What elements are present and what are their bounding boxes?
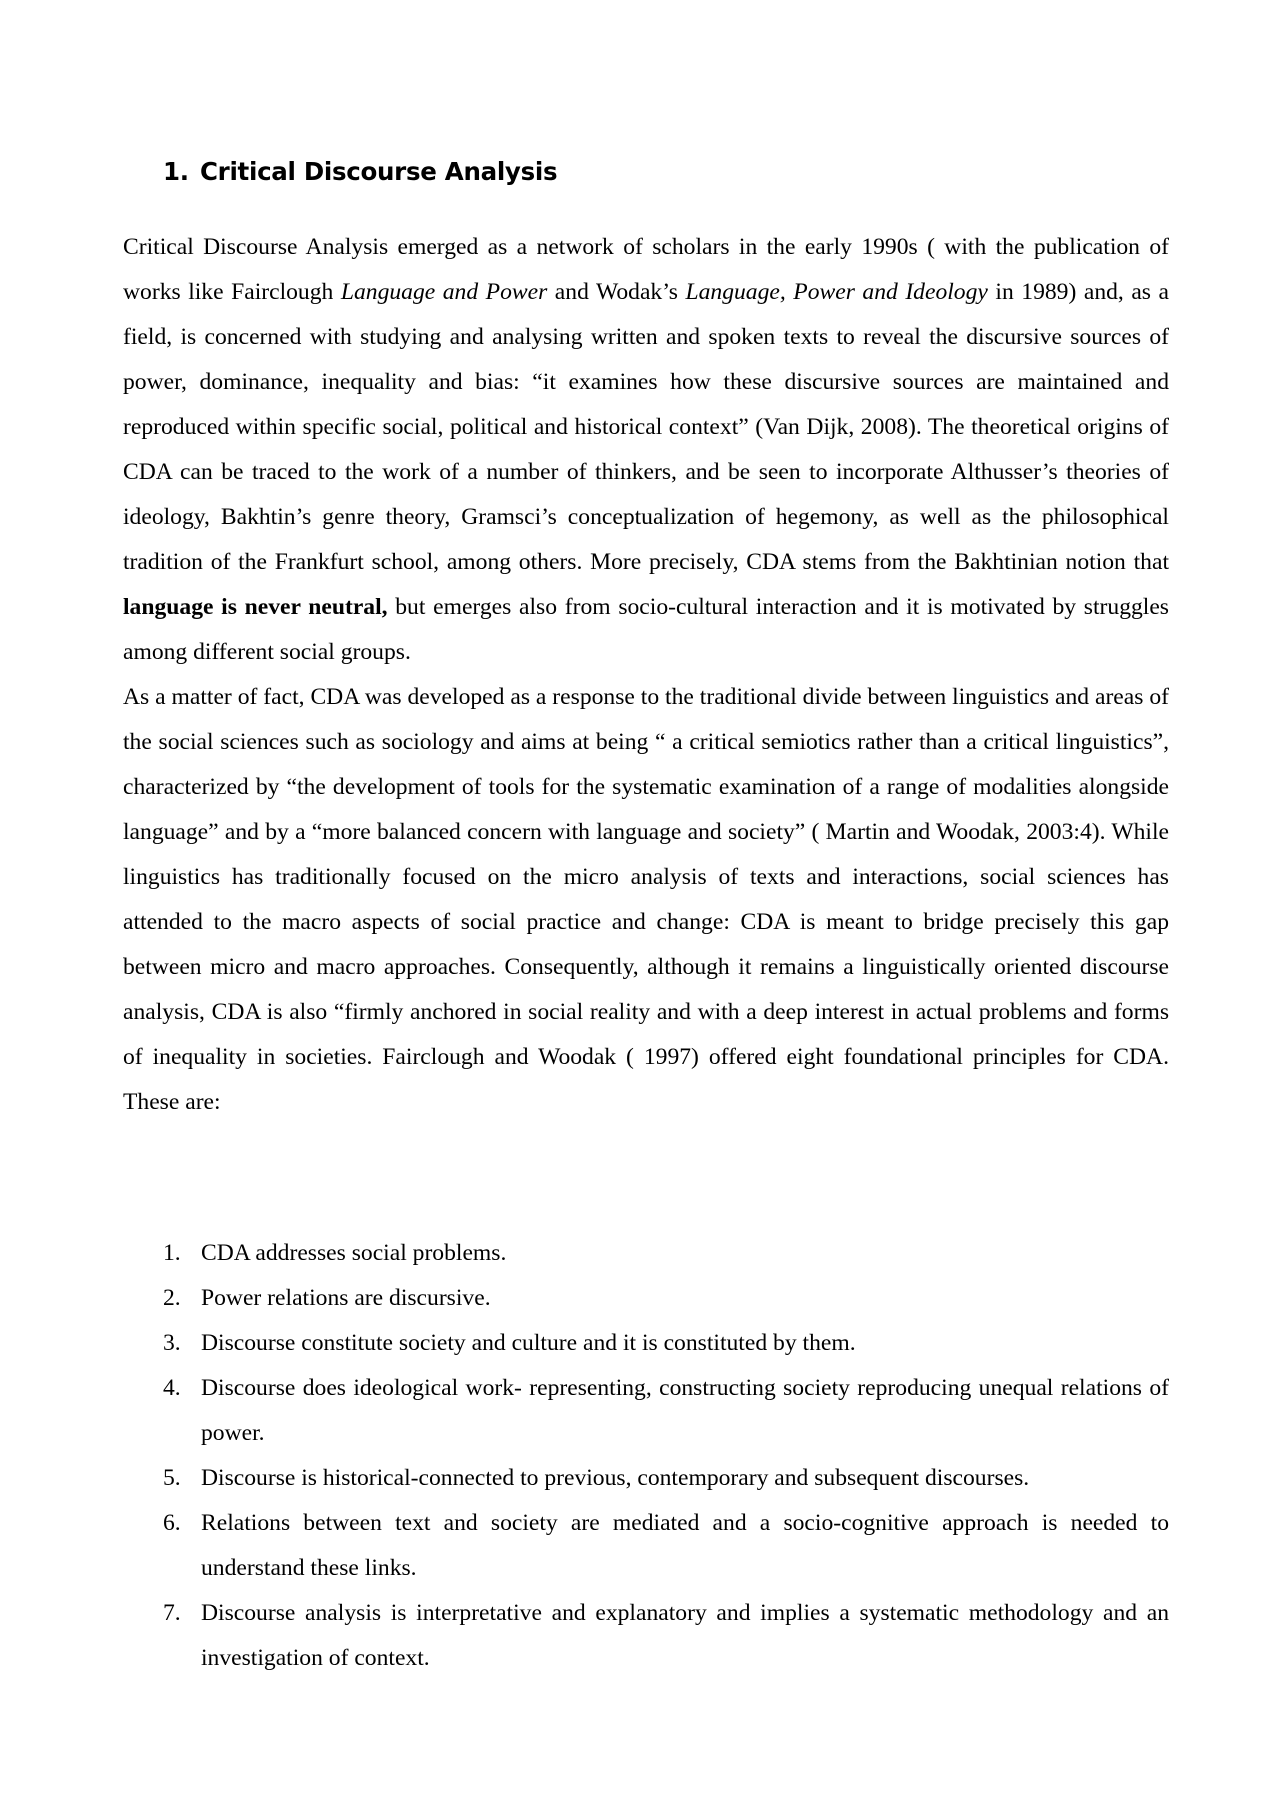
emphasis-language-never-neutral: language is never neutral, bbox=[123, 594, 388, 620]
principle-item bbox=[123, 1231, 1169, 1276]
paragraph-1 bbox=[123, 225, 1169, 675]
list-marker: 4. bbox=[163, 1375, 181, 1401]
list-marker: 6. bbox=[163, 1510, 181, 1536]
list-marker: 5. bbox=[163, 1465, 181, 1491]
principle-text: Discourse is historical-connected to previous, contemporary and subsequent discourses. bbox=[201, 1465, 1030, 1491]
list-marker: 2. bbox=[163, 1285, 181, 1311]
paragraph-1-text-c: in 1989) and, as a field, is concerned with studying and analysing written and spoken texts to reveal the discursive sources of power, dominance, inequality and bias: “it examines how these discursive sources are maintained and reproduced within specific social, political and historical context” (Van Dijk, 2008). The theoretical origins of CDA can be traced to the work of a number of thinkers, and be seen to incorporate Althusser’s theories of ideology, Bakhtin’s genre theory, Gramsci’s conceptualization of hegemony, as well as the philosophical tradition of the Frankfurt school, among others. More precisely, CDA stems from the Bakhtinian notion that bbox=[123, 279, 1169, 575]
principles-list bbox=[123, 1231, 1169, 1681]
principle-text: Relations between text and society are mediated and a socio-cognitive approach is needed to understand these links. bbox=[201, 1510, 1169, 1581]
list-marker: 3. bbox=[163, 1330, 181, 1356]
principle-item bbox=[123, 1456, 1169, 1501]
principle-item bbox=[123, 1321, 1169, 1366]
book-title-language-and-power: Language and Power bbox=[340, 279, 548, 305]
principle-item bbox=[123, 1276, 1169, 1321]
principle-text: Power relations are discursive. bbox=[201, 1285, 491, 1311]
principle-text: Discourse analysis is interpretative and explanatory and implies a systematic methodology and an investigation of context. bbox=[201, 1600, 1169, 1671]
paragraph-1-text-b: and Wodak’s bbox=[547, 279, 686, 305]
paragraph-2: As a matter of fact, CDA was developed as a response to the traditional divide between linguistics and areas of the social sciences such as sociology and aims at being “ a critical semiotics rather than a critical linguistics”, characterized by “the development of tools for the systematic examination of a range of modalities alongside language” and by a “more balanced concern with language and society” ( Martin and Woodak, 2003:4). While linguistics has traditionally focused on the micro analysis of texts and interactions, social sciences has attended to the macro aspects of social practice and change: CDA is meant to bridge precisely this gap between micro and macro approaches. Consequently, although it remains a linguistically oriented discourse analysis, CDA is also “firmly anchored in social reality and with a deep interest in actual problems and forms of inequality in societies. Fairclough and Woodak ( 1997) offered eight foundational principles for CDA. These are: bbox=[123, 684, 1169, 1115]
section-number: 1. bbox=[163, 157, 189, 186]
principle-item bbox=[123, 1501, 1169, 1591]
list-marker: 1. bbox=[163, 1240, 181, 1266]
section-heading bbox=[163, 152, 557, 192]
paragraph-1-text-d: but emerges also from socio-cultural interaction and it is motivated by struggles among different social groups. bbox=[123, 594, 1169, 665]
principle-text: CDA addresses social problems. bbox=[201, 1240, 507, 1266]
principle-text: Discourse does ideological work- representing, constructing society reproducing unequal relations of power. bbox=[201, 1375, 1169, 1446]
principle-item bbox=[123, 1591, 1169, 1681]
list-marker: 7. bbox=[163, 1600, 181, 1626]
paragraph-1-text-a: Critical Discourse Analysis emerged as a network of scholars in the early 1990s ( with the publication of works like Fairclough bbox=[123, 234, 1169, 305]
principle-text: Discourse constitute society and culture and it is constituted by them. bbox=[201, 1330, 856, 1356]
book-title-language-power-ideology: Language, Power and Ideology bbox=[685, 279, 988, 305]
principle-item bbox=[123, 1366, 1169, 1456]
section-title: Critical Discourse Analysis bbox=[200, 157, 558, 186]
body-text bbox=[123, 225, 1169, 1125]
